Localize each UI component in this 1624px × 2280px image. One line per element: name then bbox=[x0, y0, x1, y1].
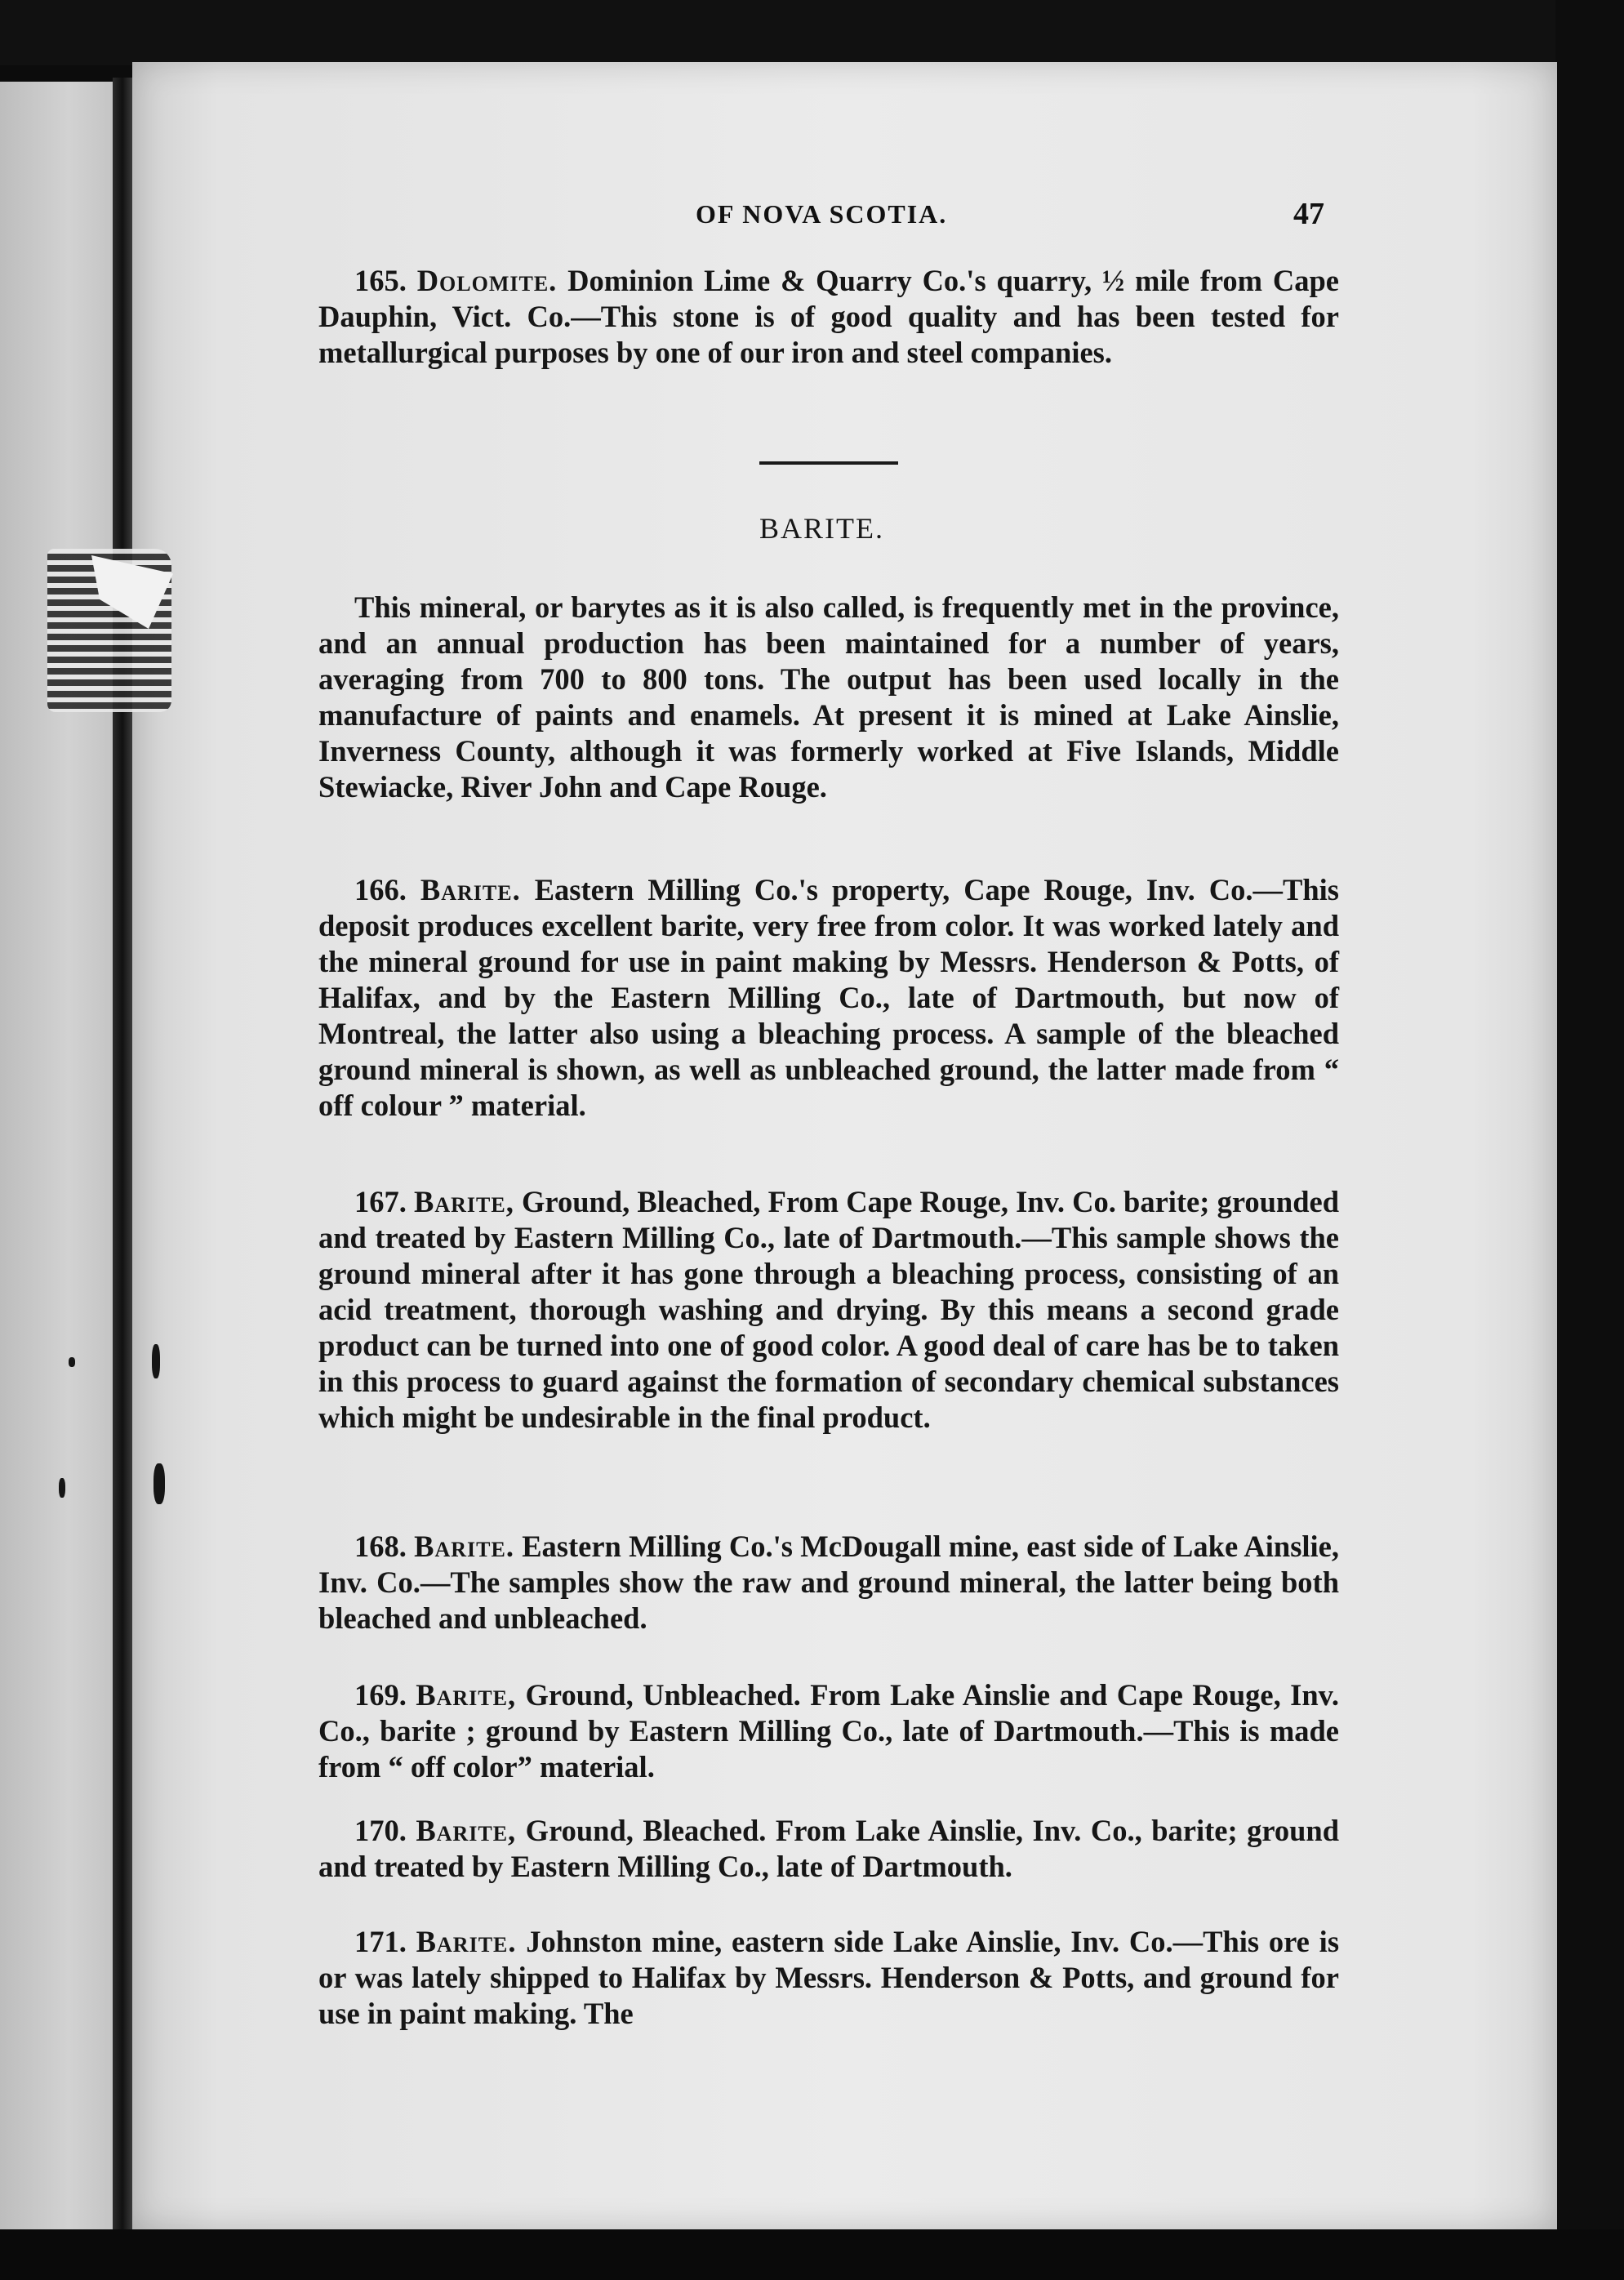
binding-gutter bbox=[113, 78, 132, 2229]
entry-label: Barite, bbox=[416, 1814, 517, 1847]
entry-label: Barite, bbox=[414, 1185, 514, 1218]
entry-number: 168. bbox=[354, 1530, 407, 1563]
entry-166 bbox=[318, 872, 1339, 1160]
entry-number: 170. bbox=[354, 1814, 407, 1847]
ink-speck bbox=[152, 1344, 160, 1378]
entry-169 bbox=[318, 1677, 1339, 1785]
entry-text: Dominion Lime & Quarry Co.'s quarry, ½ mile from Cape Dauphin, Vict. Co.—This stone is of good quality and has been tested for metallurgical purposes by one of our iron and steel companies. bbox=[318, 264, 1340, 369]
entry-number: 171. bbox=[354, 1925, 407, 1958]
entry-label: Barite. bbox=[420, 873, 521, 906]
entry-label: Barite. bbox=[414, 1530, 514, 1563]
scan-border-top bbox=[0, 0, 1624, 65]
running-head: OF NOVA SCOTIA. bbox=[696, 199, 948, 229]
scan-border-bottom bbox=[0, 2229, 1624, 2280]
entry-label: Barite. bbox=[416, 1925, 517, 1958]
entry-number: 167. bbox=[354, 1185, 407, 1218]
ink-speck bbox=[59, 1478, 65, 1498]
entry-171 bbox=[318, 1924, 1339, 2032]
entry-number: 166. bbox=[354, 873, 407, 906]
entry-label: Dolomite. bbox=[416, 264, 558, 297]
ink-speck bbox=[154, 1463, 165, 1504]
entry-text: Eastern Milling Co.'s property, Cape Rouge, Inv. Co.—This deposit produces excellent barite, very free from color. It was worked lately and the mineral ground for use in paint making by Messrs. Henderson & Potts, of Halifax, and by the Eastern Milling Co., late of Dartmouth, but now of Montreal, the latter also using a bleaching process. A sample of the bleached ground mineral is shown, as well as unbleached ground, the latter made from “ off colour ” material. bbox=[318, 873, 1339, 1122]
entry-168 bbox=[318, 1529, 1339, 1637]
section-title: BARITE. bbox=[759, 512, 884, 545]
entry-text: Ground, Bleached. From Lake Ainslie, Inv. Co., barite; ground and treated by Eastern Milling Co., late of Dartmouth. bbox=[318, 1814, 1340, 1883]
entry-text: Eastern Milling Co.'s McDougall mine, east side of Lake Ainslie, Inv. Co.—The samples show the raw and ground mineral, the latter being both bleached and unbleached. bbox=[318, 1530, 1340, 1635]
section-divider bbox=[759, 461, 898, 465]
entry-number: 169. bbox=[354, 1678, 407, 1712]
entry-label: Barite, bbox=[416, 1678, 517, 1712]
entry-167 bbox=[318, 1184, 1339, 1507]
entry-text: Johnston mine, eastern side Lake Ainslie, Inv. Co.—This ore is or was lately shipped to Halifax by Messrs. Henderson & Potts, and ground for use in paint making. The bbox=[318, 1925, 1340, 2030]
entry-text: Ground, Unbleached. From Lake Ainslie and Cape Rouge, Inv. Co., barite ; ground by Eastern Milling Co., late of Dartmouth.—This is made from “ off color” material. bbox=[318, 1678, 1339, 1783]
entry-text: Ground, Bleached, From Cape Rouge, Inv. Co. barite; grounded and treated by Eastern Milling Co., late of Dartmouth.—This sample shows the ground mineral after it has gone through a bleaching process, consisting of an acid treatment, thorough washing and drying. By this means a second grade product can be turned into one of good color. A good deal of care has be to taken in this process to guard against the formation of secondary chemical substances which might be undesirable in the final product. bbox=[318, 1185, 1340, 1434]
ink-speck bbox=[69, 1357, 75, 1367]
section-intro: This mineral, or barytes as it is also called, is frequently met in the province, and an annual production has been maintained for a number of years, averaging from 700 to 800 tons. The output has been used locally in the manufacture of paints and enamels. At present it is mined at Lake Ainslie, Inverness County, although it was formerly worked at Five Islands, Middle Stewiacke, River John and Cape Rouge. bbox=[318, 590, 1339, 804]
page-number: 47 bbox=[1293, 197, 1324, 231]
entry-170 bbox=[318, 1813, 1339, 1885]
entry-165 bbox=[318, 263, 1339, 407]
scan-border-right bbox=[1555, 0, 1624, 2280]
entry-number: 165. bbox=[354, 264, 407, 297]
previous-page-edge bbox=[0, 82, 114, 2229]
